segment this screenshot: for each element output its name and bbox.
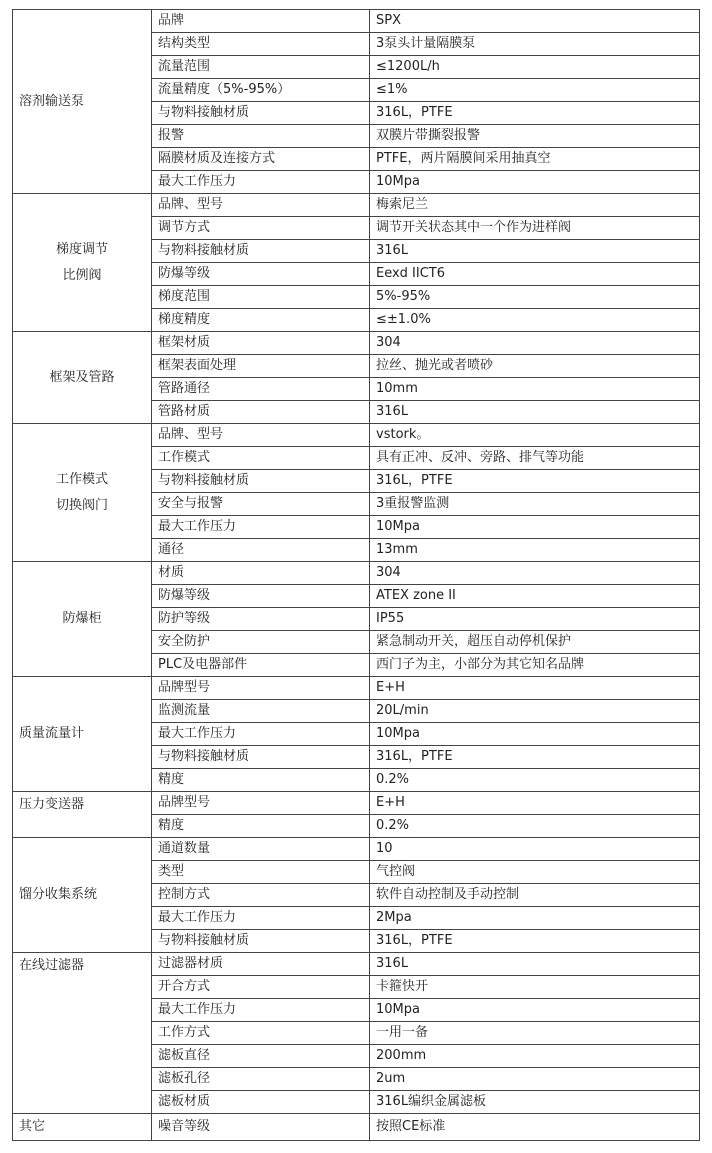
- category-cell: [13, 792, 152, 838]
- parameter-cell: 报警: [152, 125, 370, 148]
- parameter-cell: 监测流量: [152, 700, 370, 723]
- category-label: 溶剂输送泵: [19, 93, 85, 109]
- value-cell: 具有正冲、反冲、旁路、排气等功能: [370, 447, 700, 470]
- value-cell: Eexd IICT6: [370, 263, 700, 286]
- parameter-cell: 框架材质: [152, 332, 370, 355]
- value-cell: 20L/min: [370, 700, 700, 723]
- value-cell: 西门子为主，小部分为其它知名品牌: [370, 654, 700, 677]
- value-cell: 软件自动控制及手动控制: [370, 884, 700, 907]
- value-cell: 3重报警监测: [370, 493, 700, 516]
- category-cell: [13, 953, 152, 1114]
- category-label: 质量流量计: [19, 726, 85, 741]
- spec-row: [13, 194, 700, 217]
- parameter-cell: 品牌: [152, 10, 370, 33]
- parameter-cell: 过滤器材质: [152, 953, 370, 976]
- parameter-cell: 通径: [152, 539, 370, 562]
- category-label: 其它: [19, 1119, 46, 1134]
- parameter-cell: 开合方式: [152, 976, 370, 999]
- parameter-cell: 与物料接触材质: [152, 930, 370, 953]
- value-cell: 200mm: [370, 1045, 700, 1068]
- value-cell: 316L，PTFE: [370, 746, 700, 769]
- category-cell: [13, 194, 152, 332]
- value-cell: 10Mpa: [370, 723, 700, 746]
- category-label: 比例阀: [62, 267, 102, 283]
- parameter-cell: 滤板直径: [152, 1045, 370, 1068]
- value-cell: 316L，PTFE: [370, 102, 700, 125]
- value-cell: PTFE，两片隔膜间采用抽真空: [370, 148, 700, 171]
- parameter-cell: 工作模式: [152, 447, 370, 470]
- value-cell: SPX: [370, 10, 700, 33]
- parameter-cell: 安全与报警: [152, 493, 370, 516]
- parameter-cell: 框架表面处理: [152, 355, 370, 378]
- category-cell: [13, 1114, 152, 1141]
- parameter-cell: 精度: [152, 815, 370, 838]
- parameter-cell: 与物料接触材质: [152, 746, 370, 769]
- parameter-cell: 结构类型: [152, 33, 370, 56]
- value-cell: 304: [370, 332, 700, 355]
- category-label: 在线过滤器: [19, 958, 85, 973]
- parameter-cell: 防护等级: [152, 608, 370, 631]
- category-label: 压力变送器: [19, 797, 85, 812]
- parameter-cell: 流量精度（5%-95%）: [152, 79, 370, 102]
- parameter-cell: 最大工作压力: [152, 171, 370, 194]
- value-cell: 10mm: [370, 378, 700, 401]
- value-cell: 316L: [370, 240, 700, 263]
- category-cell: [13, 677, 152, 792]
- value-cell: 316L，PTFE: [370, 930, 700, 953]
- value-cell: 梅索尼兰: [370, 194, 700, 217]
- value-cell: 卡箍快开: [370, 976, 700, 999]
- parameter-cell: 品牌型号: [152, 677, 370, 700]
- value-cell: IP55: [370, 608, 700, 631]
- parameter-cell: 通道数量: [152, 838, 370, 861]
- spec-row: [13, 424, 700, 447]
- parameter-cell: 控制方式: [152, 884, 370, 907]
- parameter-cell: 类型: [152, 861, 370, 884]
- value-cell: ≤±1.0%: [370, 309, 700, 332]
- parameter-cell: 最大工作压力: [152, 907, 370, 930]
- value-cell: ≤1200L/h: [370, 56, 700, 79]
- category-cell: [13, 838, 152, 953]
- parameter-cell: 最大工作压力: [152, 723, 370, 746]
- value-cell: 拉丝、抛光或者喷砂: [370, 355, 700, 378]
- value-cell: 316L，PTFE: [370, 470, 700, 493]
- value-cell: 0.2%: [370, 769, 700, 792]
- parameter-cell: 管路通径: [152, 378, 370, 401]
- category-label: 工作模式: [55, 471, 108, 487]
- parameter-cell: 流量范围: [152, 56, 370, 79]
- parameter-cell: 梯度精度: [152, 309, 370, 332]
- parameter-cell: 滤板孔径: [152, 1068, 370, 1091]
- parameter-cell: PLC及电器部件: [152, 654, 370, 677]
- parameter-cell: 梯度范围: [152, 286, 370, 309]
- value-cell: 316L编织金属滤板: [370, 1091, 700, 1114]
- value-cell: 304: [370, 562, 700, 585]
- category-label: 馏分收集系统: [19, 887, 98, 902]
- value-cell: 按照CE标准: [370, 1114, 700, 1141]
- parameter-cell: 与物料接触材质: [152, 240, 370, 263]
- value-cell: 3泵头计量隔膜泵: [370, 33, 700, 56]
- value-cell: 一用一备: [370, 1022, 700, 1045]
- value-cell: 316L: [370, 401, 700, 424]
- value-cell: 0.2%: [370, 815, 700, 838]
- spec-row: [13, 562, 700, 585]
- value-cell: 10Mpa: [370, 516, 700, 539]
- value-cell: vstork。: [370, 424, 700, 447]
- parameter-cell: 与物料接触材质: [152, 102, 370, 125]
- parameter-cell: 噪音等级: [152, 1114, 370, 1141]
- value-cell: 气控阀: [370, 861, 700, 884]
- value-cell: 双膜片带撕裂报警: [370, 125, 700, 148]
- category-label: 防爆柜: [62, 611, 102, 626]
- parameter-cell: 管路材质: [152, 401, 370, 424]
- value-cell: E+H: [370, 677, 700, 700]
- spec-row: [13, 953, 700, 976]
- category-label: 切换阀门: [55, 497, 108, 513]
- parameter-cell: 安全防护: [152, 631, 370, 654]
- spec-table: [12, 9, 700, 1141]
- value-cell: 13mm: [370, 539, 700, 562]
- parameter-cell: 品牌、型号: [152, 194, 370, 217]
- spec-row: [13, 838, 700, 861]
- category-label: 框架及管路: [49, 369, 115, 385]
- category-label: 梯度调节: [55, 241, 108, 257]
- parameter-cell: 与物料接触材质: [152, 470, 370, 493]
- category-cell: [13, 562, 152, 677]
- parameter-cell: 隔膜材质及连接方式: [152, 148, 370, 171]
- value-cell: 2um: [370, 1068, 700, 1091]
- category-cell: [13, 424, 152, 562]
- parameter-cell: 材质: [152, 562, 370, 585]
- parameter-cell: 滤板材质: [152, 1091, 370, 1114]
- value-cell: 调节开关状态其中一个作为进样阀: [370, 217, 700, 240]
- spec-row: [13, 792, 700, 815]
- spec-row: [13, 677, 700, 700]
- parameter-cell: 最大工作压力: [152, 999, 370, 1022]
- value-cell: 10Mpa: [370, 999, 700, 1022]
- category-cell: [13, 10, 152, 194]
- value-cell: 316L: [370, 953, 700, 976]
- parameter-cell: 防爆等级: [152, 585, 370, 608]
- parameter-cell: 调节方式: [152, 217, 370, 240]
- parameter-cell: 防爆等级: [152, 263, 370, 286]
- value-cell: 10: [370, 838, 700, 861]
- parameter-cell: 品牌、型号: [152, 424, 370, 447]
- value-cell: ATEX zone II: [370, 585, 700, 608]
- parameter-cell: 精度: [152, 769, 370, 792]
- parameter-cell: 工作方式: [152, 1022, 370, 1045]
- value-cell: ≤1%: [370, 79, 700, 102]
- spec-row: [13, 332, 700, 355]
- value-cell: 10Mpa: [370, 171, 700, 194]
- value-cell: 紧急制动开关，超压自动停机保护: [370, 631, 700, 654]
- spec-row: [13, 10, 700, 33]
- value-cell: 5%-95%: [370, 286, 700, 309]
- parameter-cell: 品牌型号: [152, 792, 370, 815]
- value-cell: 2Mpa: [370, 907, 700, 930]
- parameter-cell: 最大工作压力: [152, 516, 370, 539]
- category-cell: [13, 332, 152, 424]
- value-cell: E+H: [370, 792, 700, 815]
- spec-row: [13, 1114, 700, 1141]
